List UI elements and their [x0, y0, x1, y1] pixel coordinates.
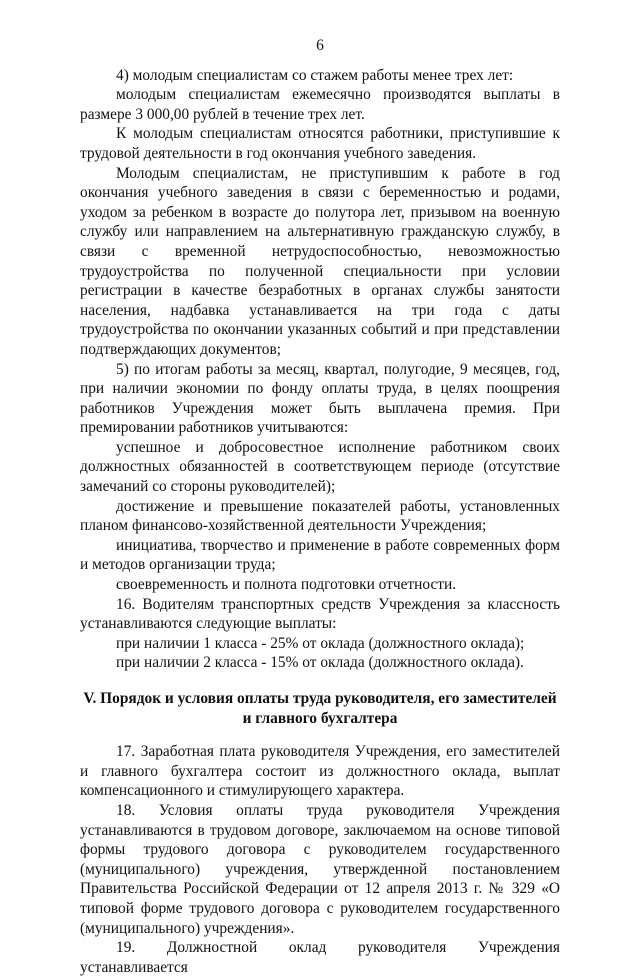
paragraph: инициатива, творчество и применение в работе современных форм и методов организации труда;: [80, 536, 560, 574]
paragraph: 5) по итогам работы за месяц, квартал, полугодие, 9 месяцев, год, при наличии экономии по фонду оплаты труда, в целях поощрения работников Учреждения может быть выплачена премия. При премировании работников учитываются:: [80, 360, 560, 437]
paragraph: успешное и добросовестное исполнение работником своих должностных обязанностей в соответствующем периоде (отсутствие замечаний со стороны руководителей);: [80, 438, 560, 496]
paragraph: молодым специалистам ежемесячно производятся выплаты в размере 3 000,00 рублей в течение трех лет.: [80, 86, 560, 123]
paragraph: при наличии 2 класса - 15% от оклада (должностного оклада).: [116, 654, 524, 672]
paragraph: 18. Условия оплаты труда руководителя Учреждения устанавливаются в трудовом договоре, заключаемом на основе типовой формы трудового договора с руководителем государственного (муниципального) учреждения, утвержденной постановлением Правительства Российской Федерации от 12 апреля 2013 г. № 329 «О типовой форме трудового договора с руководителем государственного (муниципального) учреждения».: [80, 801, 560, 937]
paragraph: Молодым специалистам, не приступившим к работе в год окончания учебного заведения в связи с беременностью и родами, уходом за ребенком в возрасте до полутора лет, призывом на военную службу или направлением на альтернативную гражданскую службу, в связи с временной нетрудоспособностью, невозможностью трудоустройства по полученной специальности при условии регистрации в качестве безработных в органах службы занятости населения, надбавка устанавливается на три года с даты трудоустройства по окончании указанных событий и при представлении подтверждающих документов;: [80, 164, 560, 358]
paragraph: своевременность и полнота подготовки отчетности.: [116, 576, 457, 594]
paragraph: достижение и превышение показателей работы, установленных планом финансово-хозяйственной деятельности Учреждения;: [80, 497, 560, 535]
paragraph: К молодым специалистам относятся работники, приступившие к трудовой деятельности в год окончания учебного заведения.: [80, 125, 560, 162]
paragraph: при наличии 1 класса - 25% от оклада (должностного оклада);: [116, 634, 525, 652]
paragraph: 19. Должностной оклад руководителя Учреждения устанавливается: [80, 939, 560, 976]
paragraph: 16. Водителям транспортных средств Учреждения за классность устанавливаются следующие выплаты:: [80, 595, 560, 633]
paragraph: 17. Заработная плата руководителя Учреждения, его заместителей и главного бухгалтера состоит из должностного оклада, выплат компенсационного и стимулирующего характера.: [80, 743, 560, 800]
paragraph: 4) молодым специалистам со стажем работы менее трех лет:: [116, 66, 514, 84]
section-heading: V. Порядок и условия оплаты труда руководителя, его заместителей и главного бухгалтера: [83, 690, 557, 727]
page-number: 6: [316, 37, 324, 54]
